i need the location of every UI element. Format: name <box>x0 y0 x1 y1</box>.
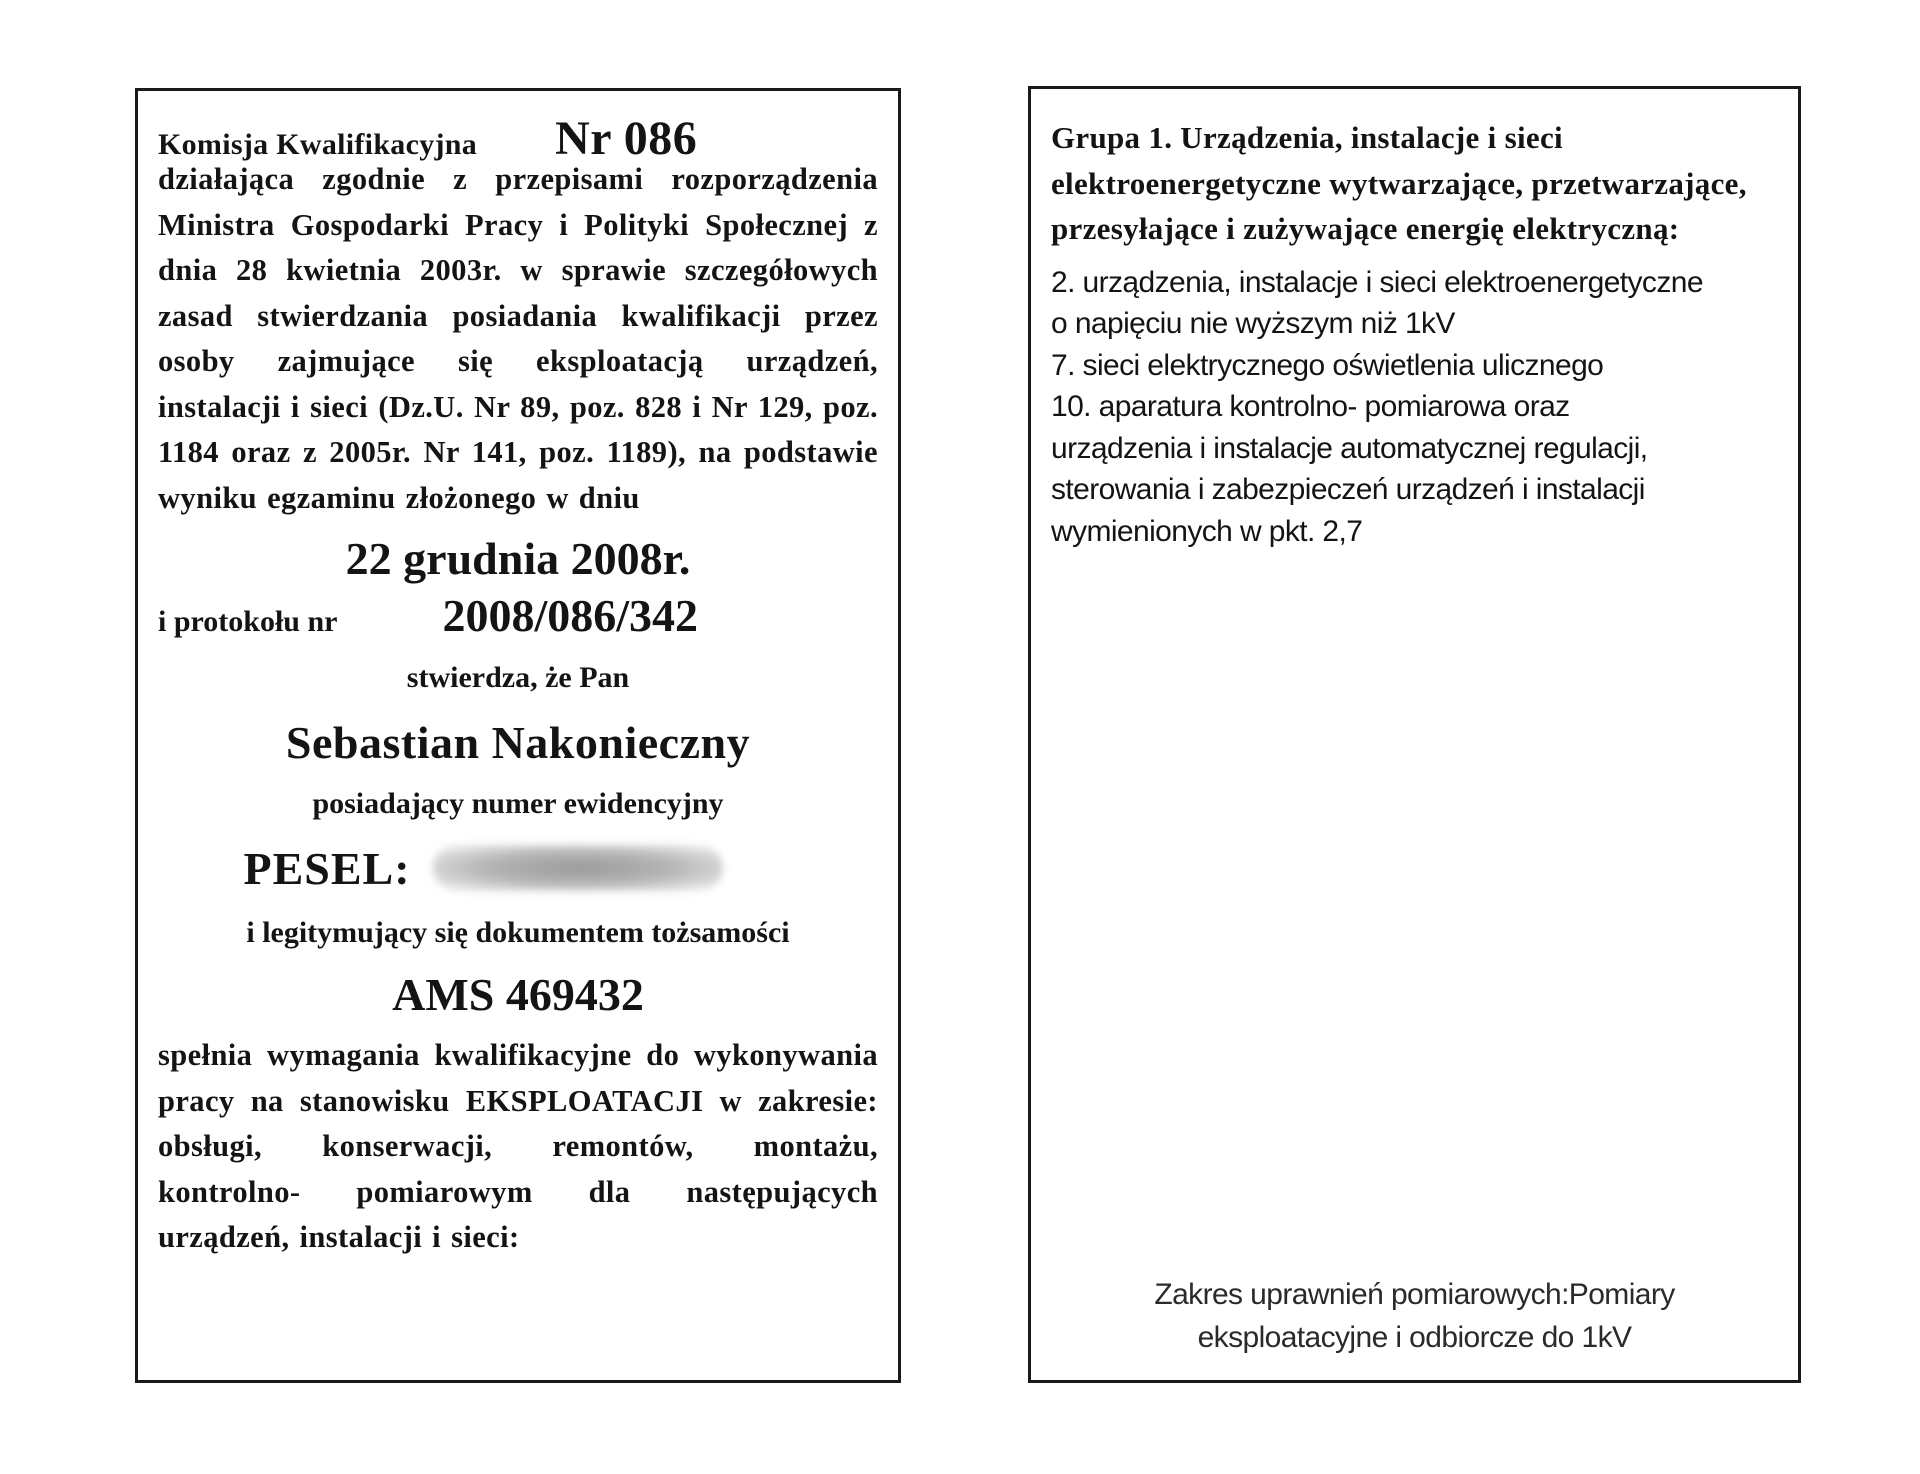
id-number-label: posiadający numer ewidencyjny <box>312 787 724 820</box>
commission-number: Nr 086 <box>555 112 698 165</box>
measurement-scope-note <box>1031 1273 1798 1359</box>
group-heading: Grupa 1. Urządzenia, instalacje i sieci elektroenergetyczne wytwarzające, przetwarzające, przesyłające i zużywające energię elektryczną: <box>1051 120 1747 246</box>
protocol-number: 2008/086/342 <box>442 590 699 641</box>
scope-item: sterowania i zabezpieczeń urządzeń i instalacji <box>1051 473 1645 506</box>
measurement-scope-line: Zakres uprawnień pomiarowych:Pomiary <box>1154 1278 1675 1311</box>
header-row <box>158 111 878 165</box>
protocol-row <box>158 589 878 645</box>
pesel-row <box>158 833 878 903</box>
scope-item: urządzenia i instalacje automatycznej regulacji, <box>1051 431 1648 465</box>
pesel-label: PESEL: <box>243 842 411 894</box>
identity-document-label: i legitymujący się dokumentem tożsamości <box>246 916 790 949</box>
person-name: Sebastian Nakonieczny <box>285 717 751 768</box>
measurement-scope-line: eksploatacyjne i odbiorcze do 1kV <box>1197 1321 1632 1354</box>
certificate-back-card <box>1028 86 1801 1383</box>
states-text: stwierdza, że Pan <box>406 661 630 694</box>
scope-item: wymienionych w pkt. 2,7 <box>1051 514 1363 548</box>
scope-item: o napięciu nie wyższym niż 1kV <box>1051 307 1455 340</box>
commission-name: Komisja Kwalifikacyjna <box>158 128 478 161</box>
scope-list <box>1051 262 1778 553</box>
protocol-label: i protokołu nr <box>158 605 338 638</box>
exam-date: 22 grudnia 2008r. <box>345 533 691 584</box>
scope-item: 7. sieci elektrycznego oświetlenia ulicznego <box>1051 348 1604 382</box>
scope-item: 10. aparatura kontrolno- pomiarowa oraz <box>1051 390 1570 423</box>
scope-item: 2. urządzenia, instalacje i sieci elektroenergetyczne <box>1051 265 1703 299</box>
certificate-front-card <box>135 88 901 1383</box>
identity-document-number: AMS 469432 <box>392 969 644 1020</box>
qualification-scope-text: spełnia wymagania kwalifikacyjne do wykonywania pracy na stanowisku EKSPLOATACJI w zakresie: obsługi, konserwacji, remontów, montażu, kontrolno- pomiarowym dla następujących urządzeń, instalacji i sieci: <box>158 1038 878 1254</box>
pesel-redacted-blur <box>433 845 723 891</box>
legal-basis-text: działająca zgodnie z przepisami rozporządzenia Ministra Gospodarki Pracy i Polityki Społecznej z dnia 28 kwietnia 2003r. w sprawie szczegółowych zasad stwierdzania posiadania kwalifikacji przez osoby zajmujące się eksploatacją urządzeń, instalacji i sieci (Dz.U. Nr 89, poz. 828 i Nr 129, poz. 1184 oraz z 2005r. Nr 141, poz. 1189), na podstawie wyniku egzaminu złożonego w dniu <box>158 162 878 515</box>
